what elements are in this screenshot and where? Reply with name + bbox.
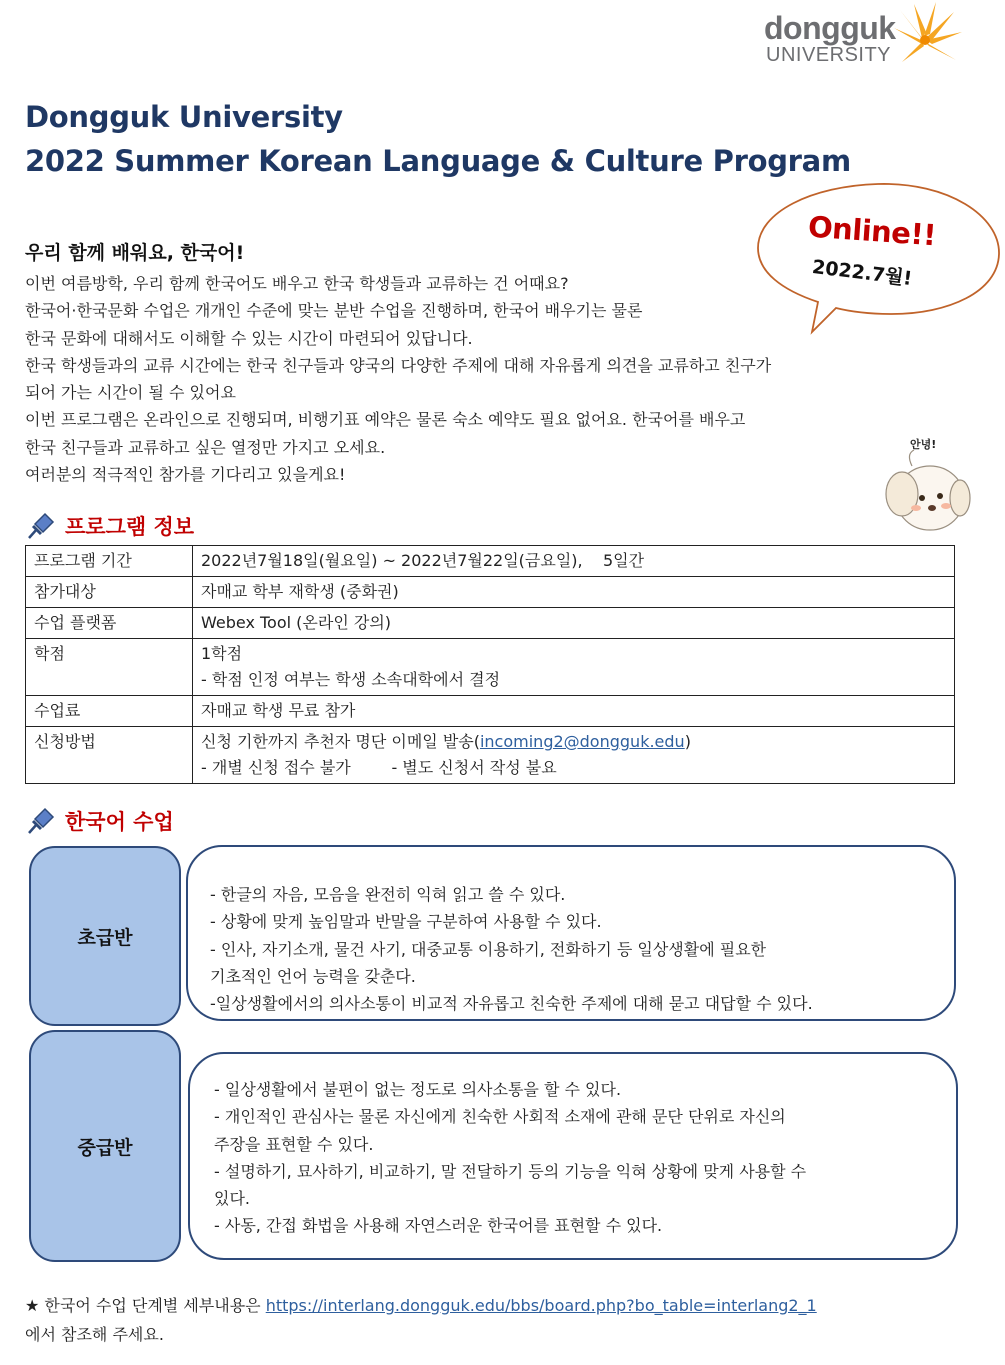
mascot-illustration [872,436,972,540]
intro-heading: 우리 함께 배워요, 한국어! [25,242,245,264]
intro-line: 여러분의 적극적인 참가를 기다리고 있을게요! [25,465,346,485]
level-line: -일상생활에서의 의사소통이 비교적 자유롭고 친숙한 주제에 대해 묻고 대답할 수 있다. [210,994,813,1014]
table-label: 수업료 [26,696,193,727]
program-info-heading [25,510,194,542]
table-value-cell [193,639,955,696]
table-row [26,577,955,608]
level-line: - 사동, 간접 화법을 사용해 자연스러운 한국어를 표현할 수 있다. [214,1216,663,1236]
table-value: 2022년7월18일(월요일) ~ 2022년7월22일(금요일), 5일간 [193,546,955,577]
sunburst-icon [892,2,964,64]
application-method [201,729,946,755]
level-line: - 설명하기, 묘사하기, 비교하기, 말 전달하기 등의 기능을 익혀 상황에 맞게 사용할 수 [214,1161,807,1181]
beginner-level-label: 초급반 [29,846,181,1026]
university-logo [764,6,969,66]
table-row [26,696,955,727]
korean-class-heading [25,805,174,837]
table-label: 참가대상 [26,577,193,608]
level-line: - 개인적인 관심사는 물론 자신에게 친숙한 사회적 소재에 관해 문단 단위로 자신의 [214,1107,786,1127]
intro-line: 한국 문화에 대해서도 이해할 수 있는 시간이 마련되어 있답니다. [25,328,473,348]
pushpin-icon [25,805,57,837]
footer-link[interactable]: https://interlang.dongguk.edu/bbs/board.php?bo_table=interlang2_1 [265,1296,817,1315]
intermediate-level-description [188,1052,958,1260]
table-value-cell [193,727,955,784]
korean-class-title: 한국어 수업 [65,810,174,834]
title-line-2: 2022 Summer Korean Language & Culture Program [25,144,851,178]
footer-prefix: ★ 한국어 수업 단계별 세부내용은 [25,1296,266,1315]
mascot-speech: 안녕! [910,438,937,451]
table-label: 학점 [26,639,193,696]
title-line-1: Dongguk University [25,100,343,134]
table-note: - 학점 인정 여부는 학생 소속대학에서 결정 [201,670,501,689]
level-line: - 상황에 맞게 높임말과 반말을 구분하여 사용할 수 있다. [210,912,602,932]
table-row [26,546,955,577]
table-value: 자매교 학생 무료 참가 [193,696,955,727]
beginner-level-description [186,845,956,1021]
email-link[interactable]: incoming2@dongguk.edu [479,732,685,751]
table-label: 프로그램 기간 [26,546,193,577]
table-value: Webex Tool (온라인 강의) [193,608,955,639]
bubble-date: 2022.7월! [810,255,914,291]
intermediate-level-label: 중급반 [29,1030,181,1262]
level-line: - 인사, 자기소개, 물건 사기, 대중교통 이용하기, 전화하기 등 일상생활에 필요한 [210,939,767,959]
table-row [26,608,955,639]
level-line: 있다. [214,1189,250,1209]
table-row [26,639,955,696]
bubble-headline: Online!! [806,209,937,253]
table-value: 자매교 학부 재학생 (중화권) [193,577,955,608]
table-row [26,727,955,784]
table-label: 수업 플랫폼 [26,608,193,639]
footer-note-end: 에서 참조해 주세요. [25,1325,164,1344]
level-line: - 한글의 자음, 모음을 완전히 익혀 읽고 쓸 수 있다. [210,885,566,904]
level-line: - 일상생활에서 불편이 없는 정도로 의사소통을 할 수 있다. [214,1080,622,1099]
intro-paragraph [25,270,905,488]
application-text: 신청 기한까지 추천자 명단 이메일 발송( [201,732,480,751]
level-line: 주장을 표현할 수 있다. [214,1134,374,1154]
intro-line: 이번 프로그램은 온라인으로 진행되며, 비행기표 예약은 물론 숙소 예약도 필요 없어요. 한국어를 배우고 [25,410,746,430]
intro-line: 한국어·한국문화 수업은 개개인 수준에 맞는 분반 수업을 진행하며, 한국어 배우기는 물론 [25,301,643,321]
intro-line: 한국 학생들과의 교류 시간에는 한국 친구들과 양국의 다양한 주제에 대해 자유롭게 의견을 교류하고 친구가 [25,355,772,375]
table-label: 신청방법 [26,727,193,784]
logo-wordmark: dongguk [764,10,896,46]
intro-line: 이번 여름방학, 우리 함께 한국어도 배우고 한국 학생들과 교류하는 건 어때요? [25,274,569,293]
logo-subtitle: UNIVERSITY [766,44,892,66]
program-info-table [25,545,955,784]
level-line: 기초적인 언어 능력을 갖춘다. [210,966,416,986]
table-value: 1학점 [201,644,243,663]
intro-line: 한국 친구들과 교류하고 싶은 열정만 가지고 오세요. [25,437,386,457]
footer-note [25,1293,817,1316]
table-note: - 개별 신청 접수 불가 - 별도 신청서 작성 불요 [201,758,557,777]
pushpin-icon [25,510,57,542]
application-text-end: ) [684,732,691,751]
intro-line: 되어 가는 시간이 될 수 있어요 [25,383,236,403]
program-info-title: 프로그램 정보 [65,515,195,539]
